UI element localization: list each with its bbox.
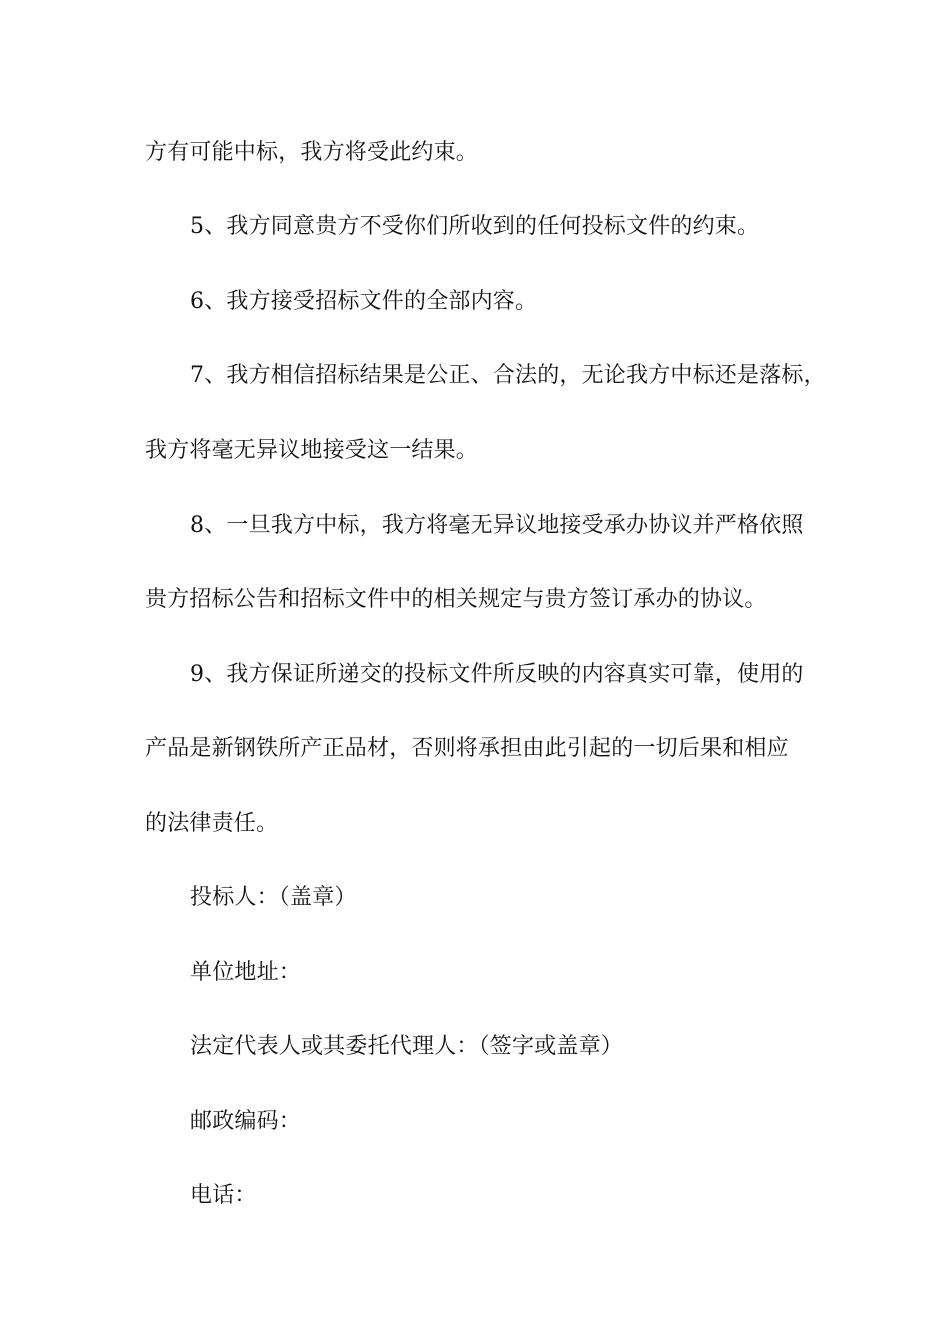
text-line: 产品是新钢铁所产正品材，否则将承担由此引起的一切后果和相应 bbox=[145, 736, 789, 761]
text-line: 7、我方相信招标结果是公正、合法的，无论我方中标还是落标， bbox=[190, 363, 826, 388]
text-line: 9、我方保证所递交的投标文件所反映的内容真实可靠，使用的 bbox=[190, 662, 804, 687]
text-line: 方有可能中标，我方将受此约束。 bbox=[145, 140, 479, 165]
text-line: 的法律责任。 bbox=[145, 811, 279, 836]
text-line: 5、我方同意贵方不受你们所收到的任何投标文件的约束。 bbox=[190, 214, 760, 239]
postal-code-line: 邮政编码： bbox=[190, 1109, 302, 1134]
representative-signature-line: 法定代表人或其委托代理人：（签字或盖章） bbox=[190, 1034, 624, 1059]
text-line: 我方将毫无异议地接受这一结果。 bbox=[145, 438, 479, 463]
text-line: 贵方招标公告和招标文件中的相关规定与贵方签订承办的协议。 bbox=[145, 587, 767, 612]
phone-line: 电话： bbox=[190, 1183, 257, 1208]
text-line: 8、一旦我方中标，我方将毫无异议地接受承办协议并严格依照 bbox=[190, 513, 804, 538]
address-line: 单位地址： bbox=[190, 960, 302, 985]
text-line: 6、我方接受招标文件的全部内容。 bbox=[190, 289, 538, 314]
bidder-seal-line: 投标人：（盖章） bbox=[190, 885, 357, 910]
